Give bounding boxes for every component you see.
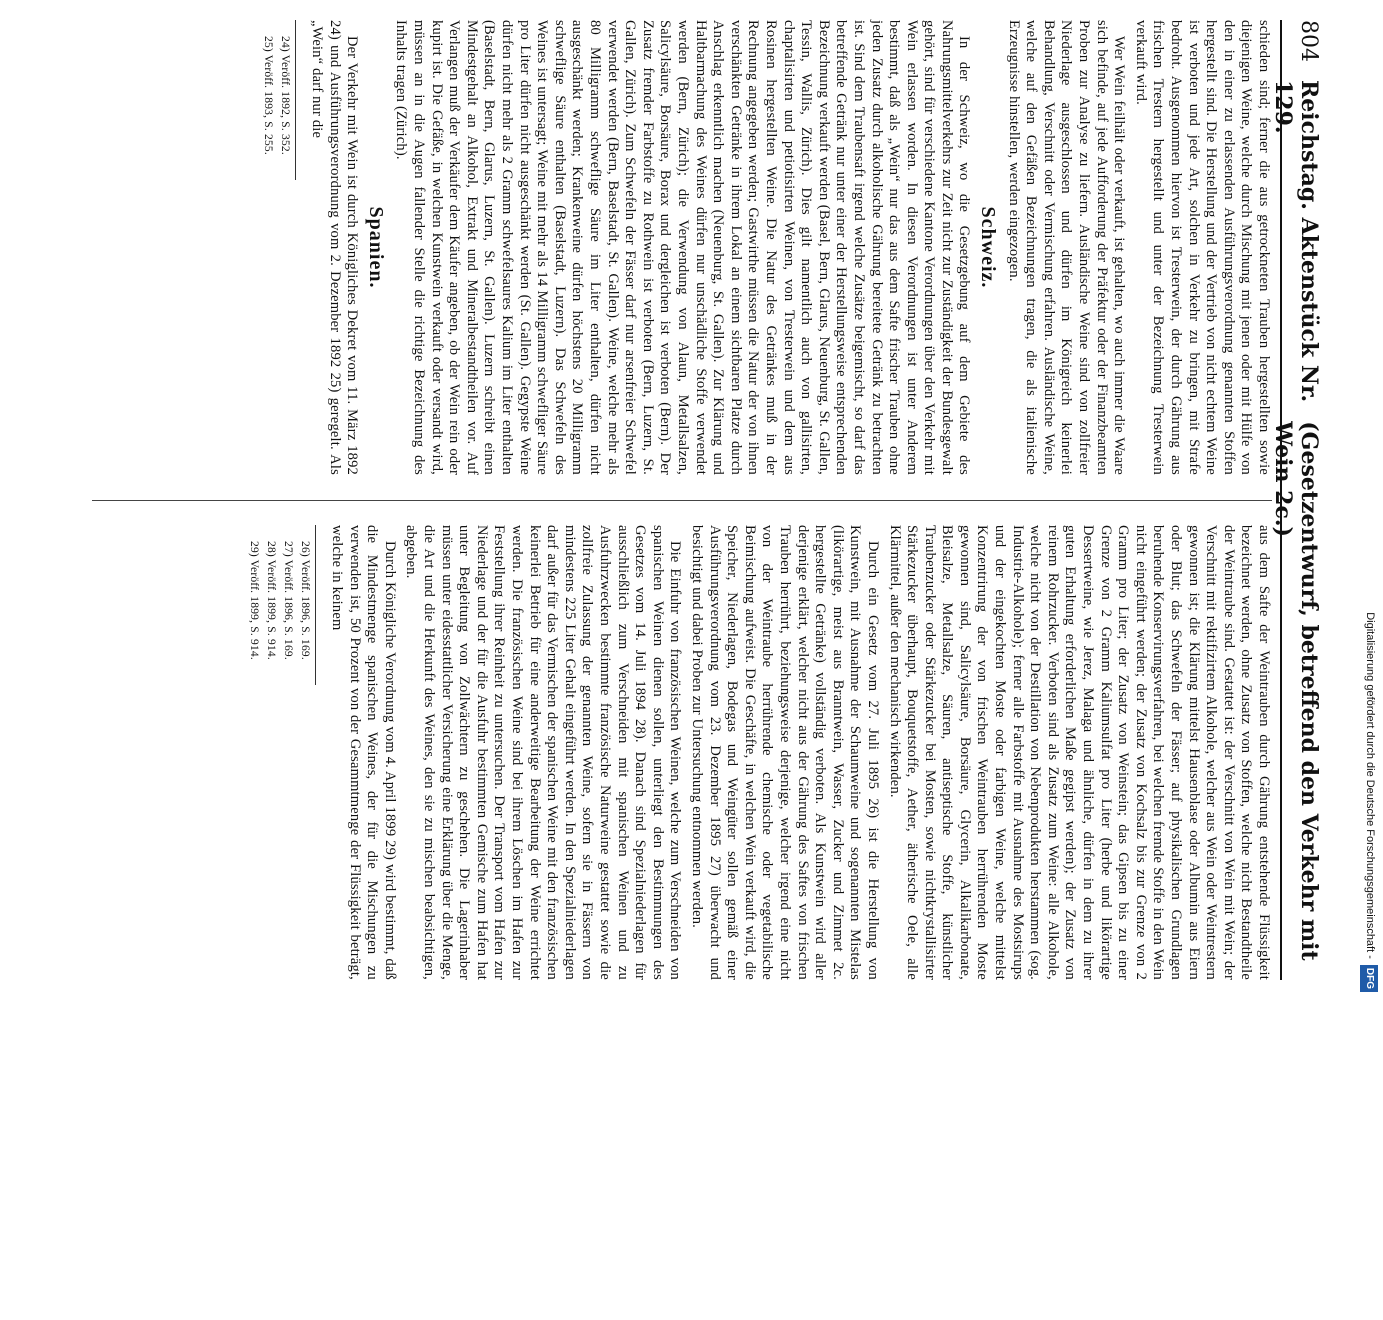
page-number: 804 — [1296, 20, 1321, 62]
paragraph: aus dem Safte der Weintrauben durch Gährung entstehende Flüssigkeit bezeichnet werden, ohne Zusatz von Stoffen, welche nicht Bestandtheile der Weintraube sind. Gestattet ist: der Verschnitt von Wein mit Wein; der Verschnitt mit rektifizirtem Alkohole, welcher aus Wein oder Weintrestern gewonnen ist; die Klärung mittelst Hausenblase oder Albumin aus Eiern oder Blut; das Schwefeln der Fässer; auf physikalischen Grundlagen beruhende Konservirungsverfahren, bei welchen fremde Stoffe in den Wein nicht eingeführt werden; der Zusatz von Kochsalz bis zur Grenze von 2 Gramm pro Liter; der Zusatz von Weinstein; das Gipsen bis zu einer Grenze von 2 Gramm Kaliumsulfat pro Liter (herbe und likörartige Dessertweine, wie Jerez, Malaga und ähnliche, dürfen in dem zu ihrer guten Erhaltung erforderlichen Maße gegipst werden); der Zusatz von reinem Rohrzucker. Verboten sind als Zusatz zum Weine: alle Alkohole, welche nicht von der Destillation von Nebenprodukten herstammen (sog. Industrie-Alkohole); ferner alle Farbstoffe mit Ausnahme des Mostsirups und der eingekochten Moste oder farbigen Weine, welche mittelst Konzentrirung der von frischen Weintrauben herrührenden Moste gewonnen sind, Salicylsäure, Borsäure, Glycerin, Alkalikarbonate, Bleisalze, Metallsalze, Säuren, antiseptische Stoffe, künstlicher Traubenzucker oder Stärkezucker bei Mosten, sowie nichtkrystallisirter Stärkezucker überhaupt, Bouquetstoffe, Aether, ätherische Oele, alle Klärmittel, außer den mechanisch wirkenden. — [886, 525, 1272, 980]
column-divider — [92, 500, 1272, 501]
footnote: 27) Veröff. 1896, S. 169. — [281, 541, 294, 660]
left-column — [257, 20, 1272, 475]
paragraph: Der Verkehr mit Wein ist durch Königliches Dekret vom 11. März 1892 24) und Ausführungsverordnung vom 2. Dezember 1892 25) geregelt. Als „Wein“ darf nur die — [309, 20, 361, 475]
page-content — [22, 20, 1322, 980]
footnote: 29) Veröff. 1899, S. 914. — [247, 541, 260, 660]
footnote: 25) Veröff. 1893, S. 255. — [261, 36, 274, 155]
paragraph: Wer Wein feilhält oder verkauft, ist gehalten, wo auch immer die Waare sich befinde, auf jede Aufforderung der Präfektur oder der Finanzbeamten Proben zur Analyse zu liefern. Ausländische Weine sind von zollfreier Niederlage ausgeschlossen und dürfen im Königreich keinerlei Behandlung, Verschnitt oder Vermischung erfahren. Ausländische Weine, welche auf den Gefäßen Bezeichnungen tragen, die als italienische Erzeugnisse hinstellen, werden eingezogen. — [1005, 20, 1128, 475]
paragraph: Durch Königliche Verordnung vom 4. April 1899 29) wird bestimmt, daß die Mindestmenge spanischen Weines, der für die Mischungen zu verwenden ist, 50 Prozent von der Gesammtmenge der Flüssigkeit beträgt, welche in keinem — [329, 525, 398, 980]
section-heading-schweiz: Schweiz. — [977, 206, 1000, 289]
page-header — [1270, 20, 1322, 980]
footnote: 28) Veröff. 1899, S. 914. — [264, 541, 277, 660]
paragraph: Die Einfuhr von französischen Weinen, welche zum Verschneiden von spanischen Weinen dienen sollen, unterliegt den Bestimmungen des Gesetzes vom 14. Juli 1894 28). Danach sind Spezialniederlagen für ausschließlich zum Verschneiden mit spanischen Weinen und zu Ausfuhrzwecken bestimmte französische Naturweine gestattet sowie die zollfreie Zulassung der genannten Weine, sofern sie in Fässern von mindestens 225 Liter Gehalt eingeführt werden. In den Spezialniederlagen darf außer für das Vermischen der spanischen Weine mit den französischen keinerlei Betrieb für eine anderweitige Bearbeitung der Weine errichtet werden. Die französischen Weine sind bei ihrem Löschen im Hafen zur Feststellung ihrer Reinheit zu untersuchen. Der Transport vom Hafen zur Niederlage und der für die Ausfuhr bestimmten Gemische zum Hafen hat unter Begleitung von Zollwächtern zu geschehen. Die Lagerinhaber müssen unter eidesstattlicher Versicherung eine Erklärung über die Menge, die Art und die Herkunft des Weines, den sie zu mischen beabsichtigen, abgeben. — [403, 525, 684, 980]
page-title: Reichstag. Aktenstück Nr. 129. — [1270, 80, 1322, 403]
section-heading-spanien: Spanien. — [364, 206, 387, 289]
page-rotation-frame — [247, 20, 1322, 1320]
digitization-credit — [1361, 8, 1379, 992]
footnote: 24) Veröff. 1892, S. 352. — [278, 36, 291, 155]
footnote-rule — [315, 525, 316, 685]
footnote-rule — [295, 20, 296, 180]
paragraph: In der Schweiz, wo die Gesetzgebung auf dem Gebiete des Nahrungsmittelverkehrs zur Zeit nicht zur Zuständigkeit der Bundesgewalt gehört, sind für verschiedene Kantone Verordnungen über den Verkehr mit Wein erlassen worden. In diesen Verordnungen ist unter Anderem bestimmt, daß als „Wein“ nur das aus dem Safte frischer Trauben ohne jeden Zusatz durch alkoholische Gährung bereitete Getränk zu betrachten ist. Sind dem Traubensaft irgend welche Zusätze beigemischt, so darf das betreffende Getränk nur unter einer der Herstellungsweise entsprechenden Bezeichnung verkauft werden (Basel, Bern, Glarus, Neuenburg, St. Gallen, Tessin, Wallis, Zürich). Dies gilt namentlich auch von gallisirten, chaptalisirten und petiotisirten Weinen, von Tresterwein und dem aus Rosinen hergestellten Weine. Die Natur des Getränkes muß in der Rechnung angegeben werden; Gastwirthe müssen die Natur der von ihnen verschänkten Getränke in ihrem Lokal an einem sichtbaren Platze durch Anschlag erkenntlich machen (Neuenburg, St. Gallen). Zur Klärung und Haltbarmachung des Weines dürfen nur unschädliche Stoffe verwendet werden (Bern, Zürich); die Verwendung von Alaun, Metallsalzen, Salicylsäure, Borsäure, Borax und dergleichen ist verboten (Bern). Der Zusatz fremder Farbstoffe zu Rothwein ist verboten (Bern, Luzern, St. Gallen, Zürich). Zum Schwefeln der Fässer darf nur arsenfreier Schwefel verwendet werden (Bern, Baselstadt, St. Gallen). Weine, welche mehr als 80 Milligramm schweflige Säure im Liter enthalten, dürfen nicht ausgeschänkt werden; Krankenweine dürfen höchstens 20 Milligramm schweflige Säure enthalten (Baselstadt, Luzern). Das Schwefeln des Weines ist untersagt; Weine mit mehr als 14 Milligramm schwefliger Säure pro Liter dürfen nicht ausgeschänkt werden (St. Gallen). Gegypste Weine dürfen nicht mehr als 2 Gramm schwefelsaures Kalium im Liter enthalten (Baselstadt, Bern, Glarus, Luzern, St. Gallen). Luzern schreibt einen Mindestgehalt an Alkohol, Extrakt und Mineralbestandtheilen vor. Auf Verlangen muß der Verkäufer dem Käufer angeben, ob der Wein rein oder kupirt ist. Die Gefäße, in welchen Kunstwein verkauft oder versandt wird, müssen an in die Augen fallender Stelle die richtige Bezeichnung des Inhalts tragen (Zürich). — [393, 20, 973, 475]
paragraph: Durch ein Gesetz vom 27. Juli 1895 26) ist die Herstellung von Kunstwein, mit Ausnahme der Schaumweine und sogenannten Mistelas (likörartige, meist aus Branntwein, Wasser, Zucker und Zimmet 2c. hergestellte Getränke) vollständig verboten. Als Kunstwein wird aller derjenige erklärt, welcher nicht aus der Gährung des Saftes von frischen Trauben herrührt, beziehungsweise derjenige, welcher irgend eine nicht von der Weintraube herrührende chemische oder vegetabilische Beimischung aufweist. Die Geschäfte, in welchen Wein verkauft wird, die Speicher, Niederlagen, Bodegas und Weingüter sollen gemäß einer Ausführungsverordnung vom 23. Dezember 1895 27) überwacht und besichtigt und dabei Proben zur Untersuchung entnommen werden. — [689, 525, 881, 980]
page-subtitle: (Gesetzentwurf, betreffend den Verkehr mit Wein 2c.) — [1270, 421, 1322, 961]
header-rule — [1280, 20, 1282, 980]
dfg-logo: DFG — [1360, 965, 1378, 992]
paragraph: schieden sind; ferner die aus getrockneten Trauben hergestellten sowie diejenigen Weine, welche durch Mischung mit jenen oder mit Hülfe von den in einer zu erlassenden Ausführungsverordnung genannten Stoffen hergestellt sind. Die Herstellung und der Vertrieb von nicht echtem Weine ist verboten und jede Art, solchen in Verkehr zu bringen, mit Strafe bedroht. Ausgenommen hiervon ist Tresterwein, der durch Gährung aus frischen Trestern hergestellt und unter der Bezeichnung Tresterwein verkauft wird. — [1132, 20, 1272, 475]
right-column — [243, 525, 1272, 980]
rotated-page — [32, 20, 1322, 1320]
credit-text: Digitalisierung gefördert durch die Deutsche Forschungsgemeinschaft - — [1364, 612, 1376, 959]
footnote: 26) Veröff. 1896, S. 169. — [298, 541, 311, 660]
